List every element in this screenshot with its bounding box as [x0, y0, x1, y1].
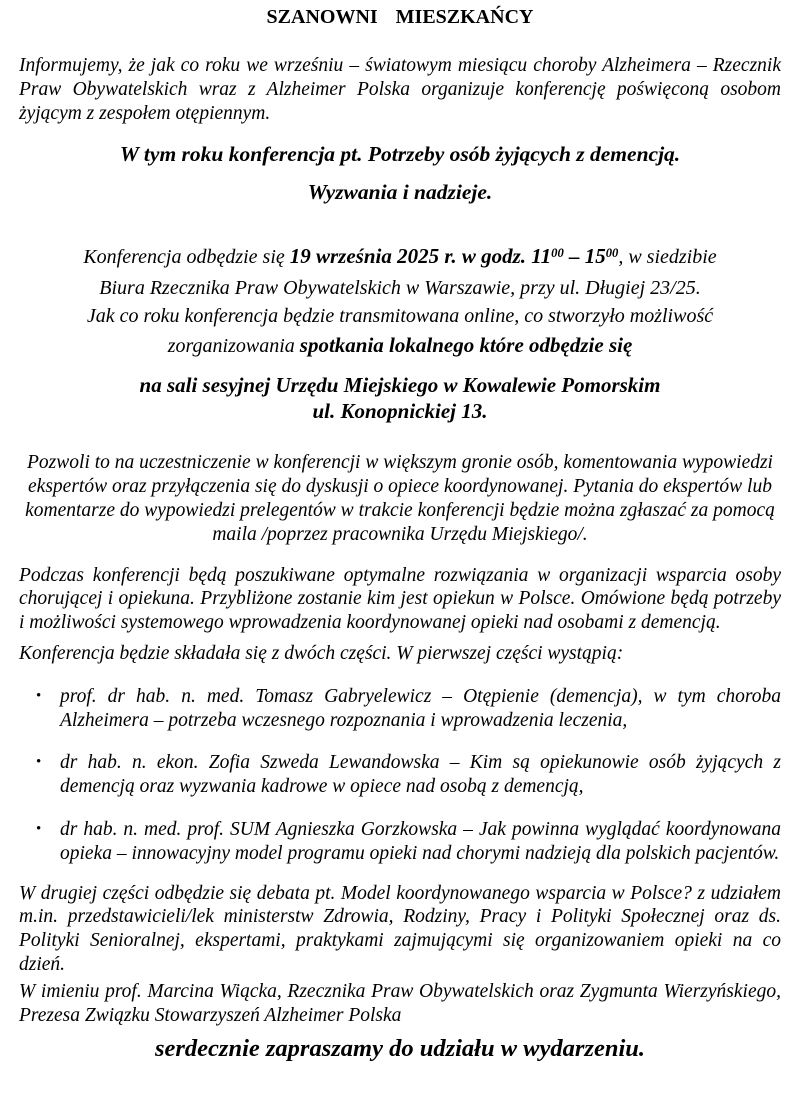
- details-venue-address: Biura Rzecznika Praw Obywatelskich w Warszawie, przy ul. Długiej 23/25.: [99, 276, 701, 299]
- closing-invitation: serdecznie zapraszamy do udziału w wydarzeniu.: [154, 1035, 646, 1063]
- details-date-dash: – 15: [563, 244, 606, 269]
- details-date-bold: [290, 244, 619, 268]
- details-text: Konferencja odbędzie się: [83, 246, 290, 269]
- document-title: SZANOWNI MIESZKAŃCY: [266, 6, 534, 28]
- bullet-icon: •: [36, 820, 42, 837]
- speaker-text-3: dr hab. n. med. prof. SUM Agnieszka Gorzkowska – Jak powinna wyglądać koordynowana opieka – innowacyjny model programu opieki nad chorymi nadzieją dla polskich pacjentów.: [60, 818, 781, 864]
- bullet-icon: •: [36, 754, 42, 771]
- details-online-info: Jak co roku konferencja będzie transmitowana online, co stworzyło możliwość: [86, 305, 714, 328]
- details-local-lead: zorganizowania: [167, 334, 300, 357]
- speakers-list: [19, 685, 781, 866]
- details-superscript-start: 00: [551, 246, 564, 261]
- signature-paragraph: W imieniu prof. Marcina Wiącka, Rzecznika Praw Obywatelskich oraz Zygmunta Wierzyńskiego, Prezesa Związku Stowarzyszeń Alzheimer Polska: [19, 980, 781, 1026]
- participation-paragraph: Pozwoli to na uczestniczenie w konferencji w większym gronie osób, komentowania wypowiedzi ekspertów oraz przyłączenia się do dyskusji o opiece koordynowanej. Pytania do ekspertów lub komentarze do wypowiedzi prelegentów w trakcie konferencji będzie można zgłaszać za pomocą maila /poprzez pracownika Urzędu Miejskiego/.: [25, 452, 775, 545]
- debate-paragraph: W drugiej części odbędzie się debata pt. Model koordynowanego wsparcia w Polsce? z udziałem m.in. przedstawicieli/lek ministerstw Zdrowia, Rodziny, Pracy i Polityki Społecznej oraz ds. Polityki Senioralnej, ekspertami, praktykami zajmującymi się organizowaniem opieki na co dzień.: [19, 882, 781, 975]
- conference-title-line2: Wyzwania i nadzieje.: [307, 180, 493, 205]
- details-superscript-end: 00: [605, 246, 619, 261]
- goals-paragraph: Podczas konferencji będą poszukiwane optymalne rozwiązania w organizacji wsparcia osoby chorującej i opiekuna. Przybliżone zostanie kim jest opiekun w Polsce. Omówione będą potrzeby i możliwości systemowego wprowadzenia koordynowanej opieki nad osobami z demencją.: [19, 564, 781, 634]
- details-venue-lead: , w siedzibie: [618, 246, 717, 269]
- details-date-text: 19 września 2025 r. w godz. 11: [289, 244, 552, 269]
- location-heading: [19, 372, 781, 424]
- conference-details-paragraph: [19, 242, 781, 360]
- speaker-item-1: [19, 685, 781, 733]
- conference-title-line1: W tym roku konferencja pt. Potrzeby osób żyjących z demencją.: [119, 142, 681, 167]
- location-line1: na sali sesyjnej Urzędu Miejskiego w Kowalewie Pomorskim: [139, 373, 661, 398]
- speaker-text-1: prof. dr hab. n. med. Tomasz Gabryelewicz – Otępienie (demencja), w tym choroba Alzheimera – potrzeba wczesnego rozpoznania i wprowadzenia leczenia,: [60, 685, 781, 731]
- bullet-icon: •: [36, 687, 42, 704]
- conference-title-heading: [19, 141, 781, 206]
- location-line2: ul. Konopnickiej 13.: [312, 399, 488, 424]
- agenda-intro-paragraph: Konferencja będzie składała się z dwóch części. W pierwszej części wystąpią:: [19, 642, 624, 664]
- speaker-item-2: [19, 751, 781, 799]
- intro-paragraph: Informujemy, że jak co roku we wrześniu – światowym miesiącu choroby Alzheimera – Rzecznik Praw Obywatelskich wraz z Alzheimer Polska organizuje konferencję poświęconą osobom żyjącym z zespołem otępiennym.: [19, 55, 781, 124]
- speaker-text-2: dr hab. n. ekon. Zofia Szweda Lewandowska – Kim są opiekunowie osób żyjących z demencją oraz wyzwania kadrowe w opiece nad osobą z demencją,: [60, 752, 781, 798]
- speaker-item-3: [19, 818, 781, 866]
- details-local-meeting-bold: spotkania lokalnego które odbędzie się: [299, 332, 633, 357]
